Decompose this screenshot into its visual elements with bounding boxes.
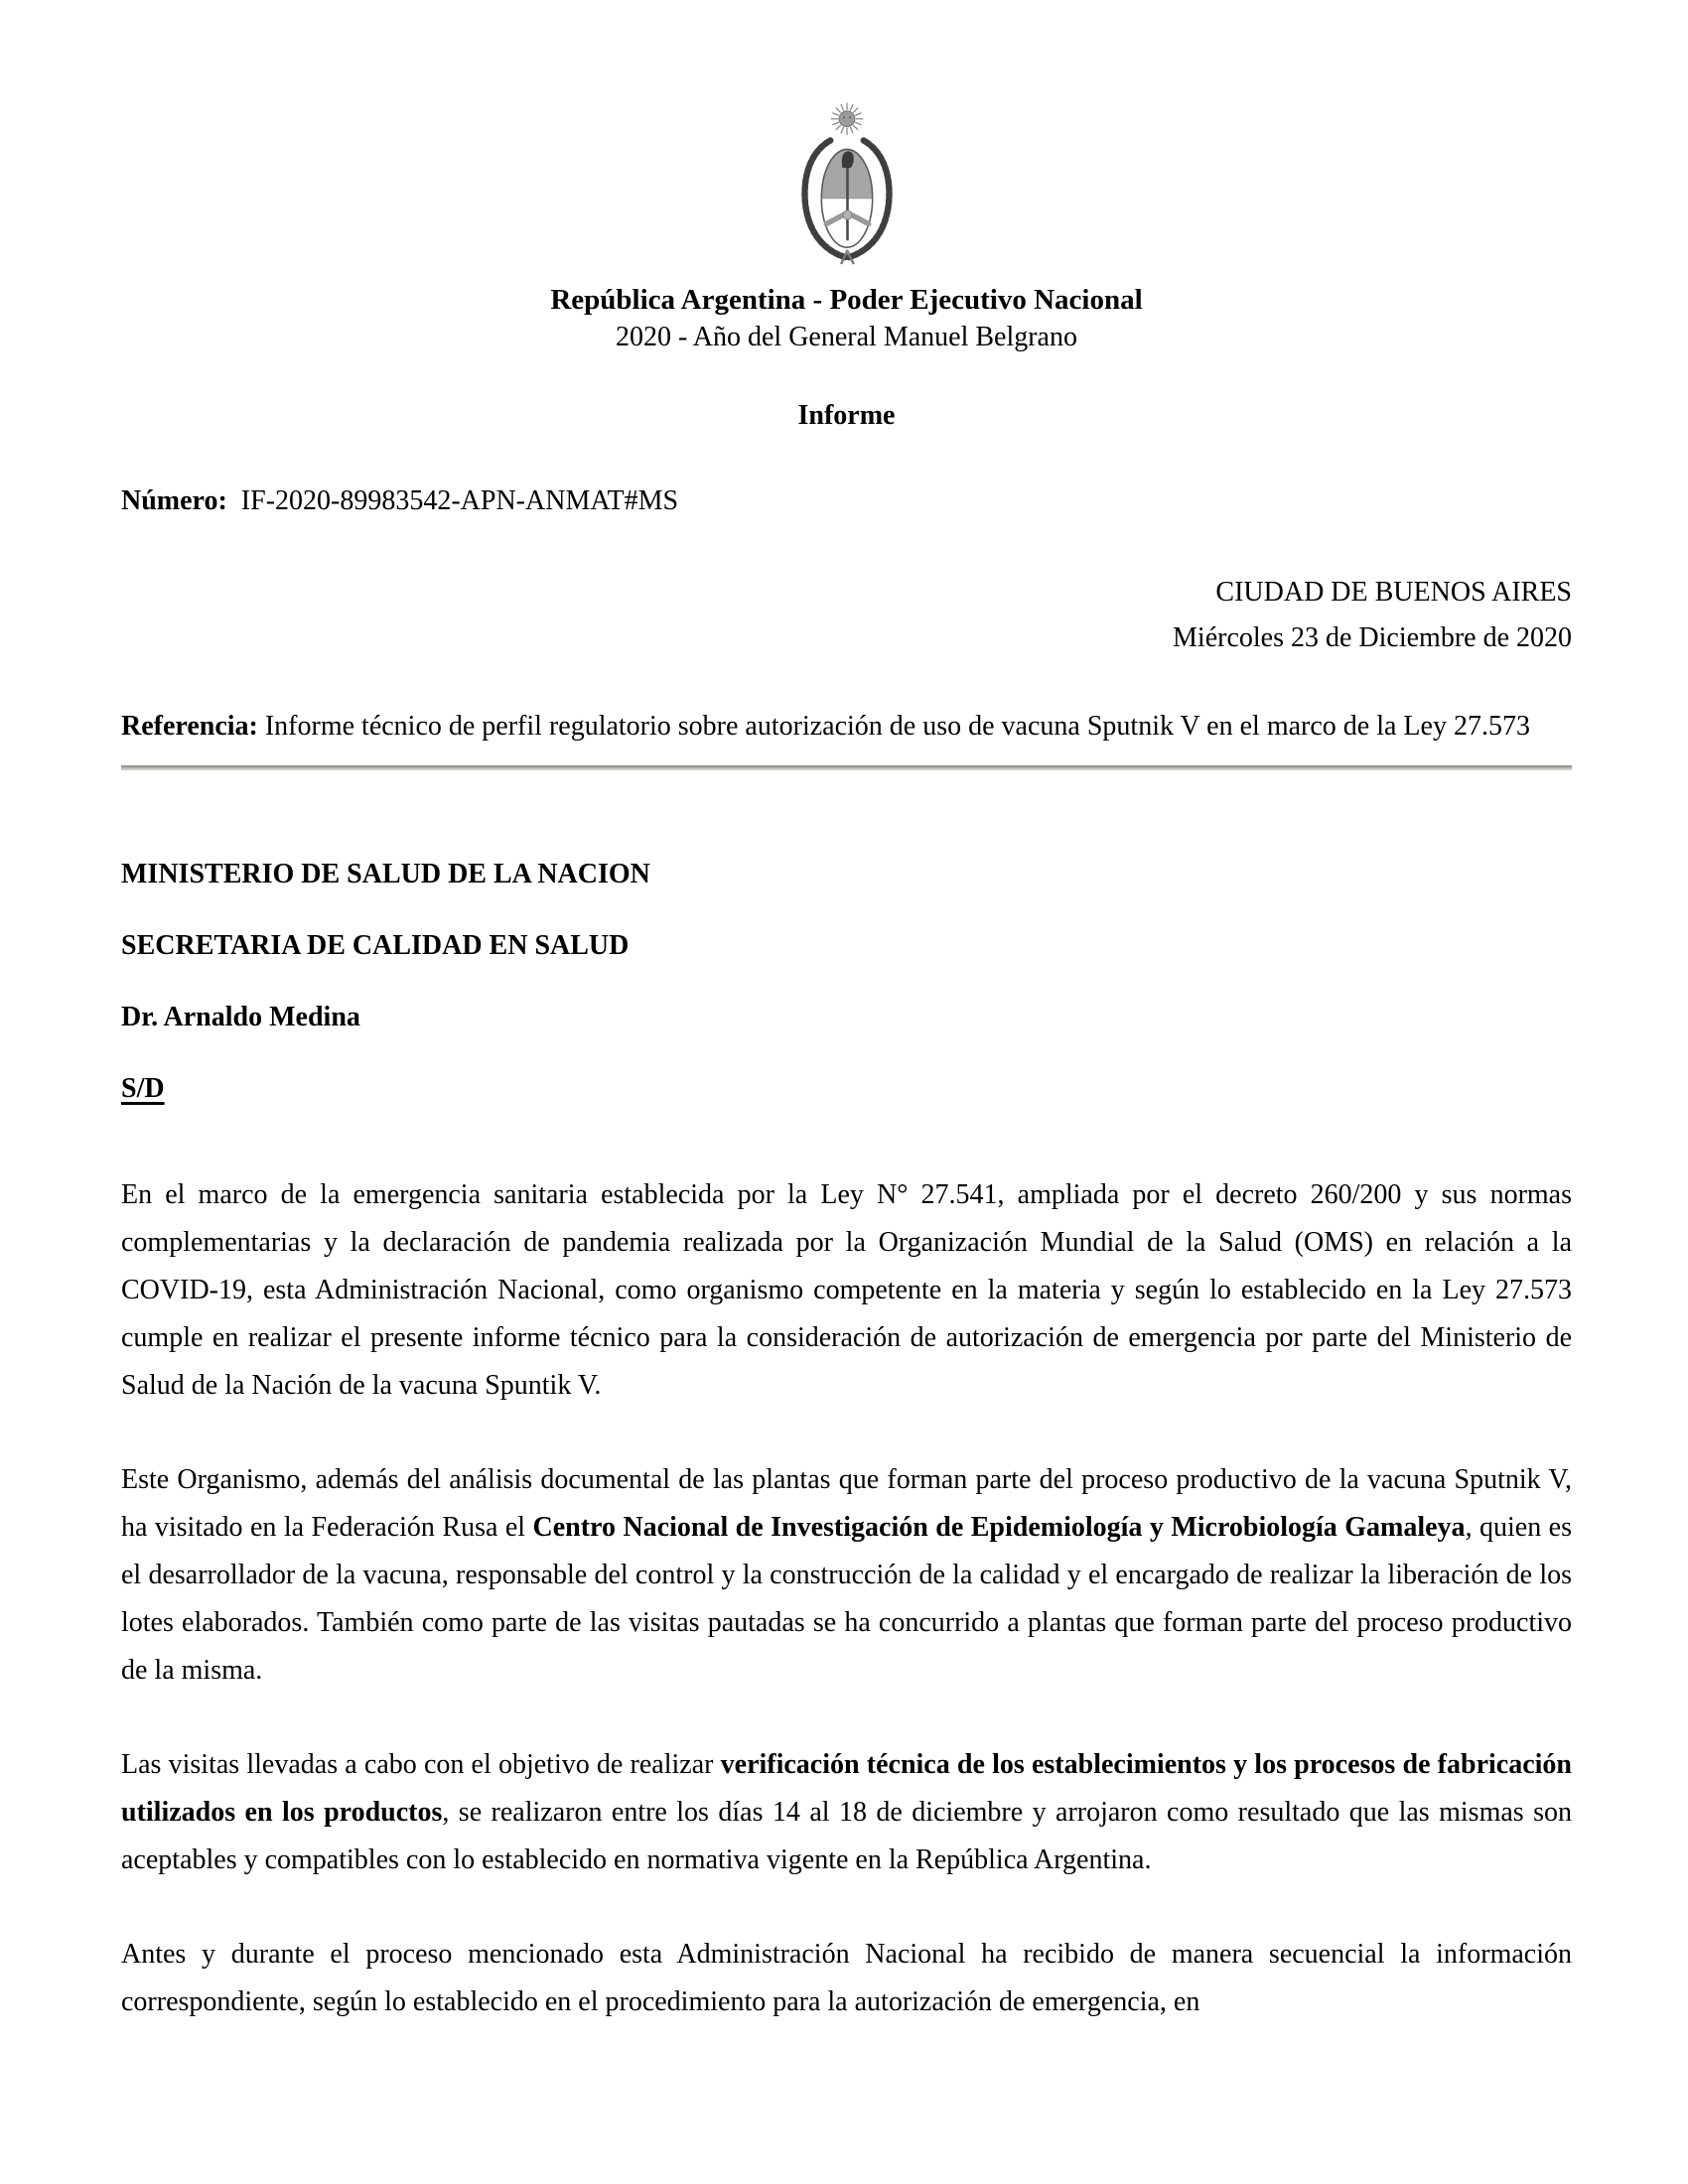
number-label: Número: — [121, 485, 227, 516]
document-body — [121, 1171, 1572, 2026]
paragraph-3-bold: verificación técnica de los establecimientos y los procesos de fabricación utilizados en los productos — [121, 1749, 1572, 1828]
reference-label: Referencia: — [121, 711, 258, 742]
paragraph-3-text-a: Las visitas llevadas a cabo con el objetivo de realizar — [121, 1749, 721, 1780]
recipient-block — [121, 858, 1572, 1106]
recipient-person: Dr. Arnaldo Medina — [121, 1002, 360, 1032]
paragraph-3 — [121, 1741, 1572, 1884]
recipient-ministry: MINISTERIO DE SALUD DE LA NACION — [121, 859, 650, 889]
city-date-block — [121, 570, 1572, 661]
paragraph-3-text-b: , se realizaron entre los días 14 al 18 de diciembre y arrojaron como resultado que las mismas son aceptables y compatibles con lo establecido en normativa vigente en la República Argentina. — [121, 1797, 1573, 1875]
paragraph-4-text: Antes y durante el proceso mencionado esta Administración Nacional ha recibido de manera secuencial la información correspondiente, según lo establecido en el procedimiento para la autorización de emergencia, en — [121, 1939, 1572, 2017]
paragraph-2-text-b: , quien es el desarrollador de la vacuna, responsable del control y la construcción de la calidad y el encargado de realizar la liberación de los lotes elaborados. También como parte de las visitas pautadas se ha concurrido a plantas que forman parte del proceso productivo de la misma. — [121, 1512, 1573, 1686]
paragraph-2-text-a: Este Organismo, además del análisis documental de las plantas que forman parte del proceso productivo de la vacuna Sputnik V, ha visitado en la Federación Rusa el — [121, 1464, 1572, 1543]
document-type-title: Informe — [797, 400, 896, 431]
header-year-line: 2020 - Año del General Manuel Belgrano — [616, 322, 1077, 352]
paragraph-2-bold: Centro Nacional de Investigación de Epidemiología y Microbiología Gamaleya — [532, 1512, 1466, 1543]
reference-line — [121, 703, 1572, 750]
paragraph-1-text: En el marco de la emergencia sanitaria establecida por la Ley N° 27.541, ampliada por el decreto 260/200 y sus normas complementarias y la declaración de pandemia realizada por la Organización Mundial de la Salud (OMS) en relación a la COVID-19, esta Administración Nacional, como organismo competente en la materia y según lo establecido en la Ley 27.573 cumple en realizar el presente informe técnico para la consideración de autorización de emergencia por parte del Ministerio de Salud de la Nación de la vacuna Spuntik V. — [121, 1179, 1572, 1401]
emblem-container — [121, 0, 1572, 266]
document-number-line — [121, 484, 1572, 518]
paragraph-4 — [121, 1931, 1572, 2026]
header-republic-line: República Argentina - Poder Ejecutivo Nacional — [550, 284, 1143, 316]
reference-text: Informe técnico de perfil regulatorio sobre autorización de uso de vacuna Sputnik V en el marco de la Ley 27.573 — [257, 711, 1530, 742]
section-divider — [121, 765, 1572, 770]
date-line: Miércoles 23 de Diciembre de 2020 — [1173, 622, 1572, 653]
recipient-secretariat: SECRETARIA DE CALIDAD EN SALUD — [121, 930, 630, 961]
paragraph-2 — [121, 1456, 1572, 1695]
recipient-sd: S/D — [121, 1073, 165, 1104]
argentina-coat-of-arms-icon — [796, 99, 898, 266]
city-line: CIUDAD DE BUENOS AIRES — [1215, 577, 1572, 608]
number-value: IF-2020-89983542-APN-ANMAT#MS — [240, 485, 679, 516]
paragraph-1 — [121, 1171, 1572, 1410]
